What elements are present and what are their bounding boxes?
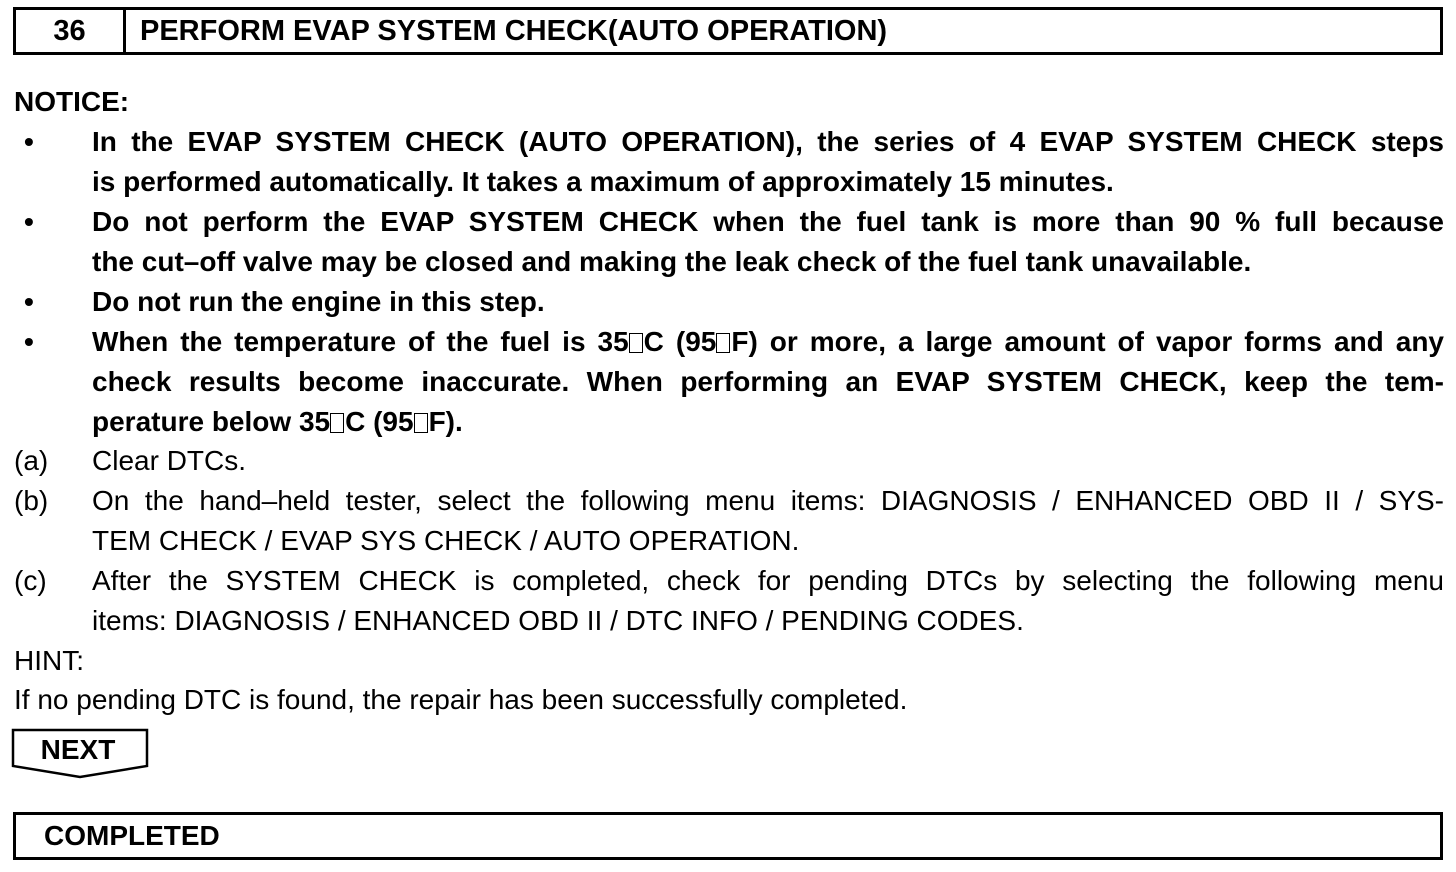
next-button[interactable] [11,728,149,780]
degree-box-icon [716,333,730,353]
hint-text: If no pending DTC is found, the repair has been successfully completed. [14,684,908,715]
notice-bullet-4-line-1 [92,325,1444,359]
completed-box [13,812,1443,860]
notice-bullet-1-line-2: is performed automatically. It takes a maximum of approximately 15 minutes. [92,166,1114,197]
step-c-line-2: items: DIAGNOSIS / ENHANCED OBD II / DTC INFO / PENDING CODES. [92,605,1024,636]
temp-text-5: C (95 [345,406,414,437]
bullet-2-symbol: • [24,206,34,237]
bullet-3-symbol: • [24,286,34,317]
bullet-4-symbol: • [24,326,34,357]
step-title: PERFORM EVAP SYSTEM CHECK(AUTO OPERATION) [140,14,888,47]
step-number: 36 [16,10,126,52]
degree-box-icon [330,413,344,433]
step-header [13,7,1443,55]
step-b-line-2: TEM CHECK / EVAP SYS CHECK / AUTO OPERATION. [92,525,800,556]
notice-bullet-3-line-1: Do not run the engine in this step. [92,286,545,317]
temp-text-1: When the temperature of the fuel is 35 [92,326,629,357]
step-a-marker: (a) [14,445,49,476]
hint-heading: HINT: [14,645,84,676]
notice-bullet-4-line-3 [92,405,463,439]
notice-bullet-4-line-2: check results become inaccurate. When performing an EVAP SYSTEM CHECK, keep the tem- [92,366,1444,397]
temp-text-3: F) or more, a large amount of vapor forms and any [731,326,1445,357]
bullet-1-symbol: • [24,126,34,157]
degree-box-icon [414,413,428,433]
step-b-marker: (b) [14,485,49,516]
temp-text-2: C (95 [643,326,717,357]
next-button-label: NEXT [40,734,116,765]
step-c-line-1: After the SYSTEM CHECK is completed, check for pending DTCs by selecting the following menu [92,565,1444,596]
step-a-text: Clear DTCs. [92,445,247,476]
step-b-line-1: On the hand–held tester, select the following menu items: DIAGNOSIS / ENHANCED OBD II / SYS- [92,485,1444,516]
notice-heading: NOTICE: [14,86,130,117]
temp-text-6: F). [428,406,463,437]
temp-text-4: perature below 35 [92,406,331,437]
step-c-marker: (c) [14,565,47,596]
notice-bullet-2-line-1: Do not perform the EVAP SYSTEM CHECK when the fuel tank is more than 90 % full because [92,206,1444,237]
notice-bullet-1-line-1: In the EVAP SYSTEM CHECK (AUTO OPERATION), the series of 4 EVAP SYSTEM CHECK steps [92,126,1444,157]
notice-bullet-2-line-2: the cut–off valve may be closed and making the leak check of the fuel tank unavailable. [92,246,1252,277]
completed-label: COMPLETED [44,820,220,851]
degree-box-icon [629,333,643,353]
